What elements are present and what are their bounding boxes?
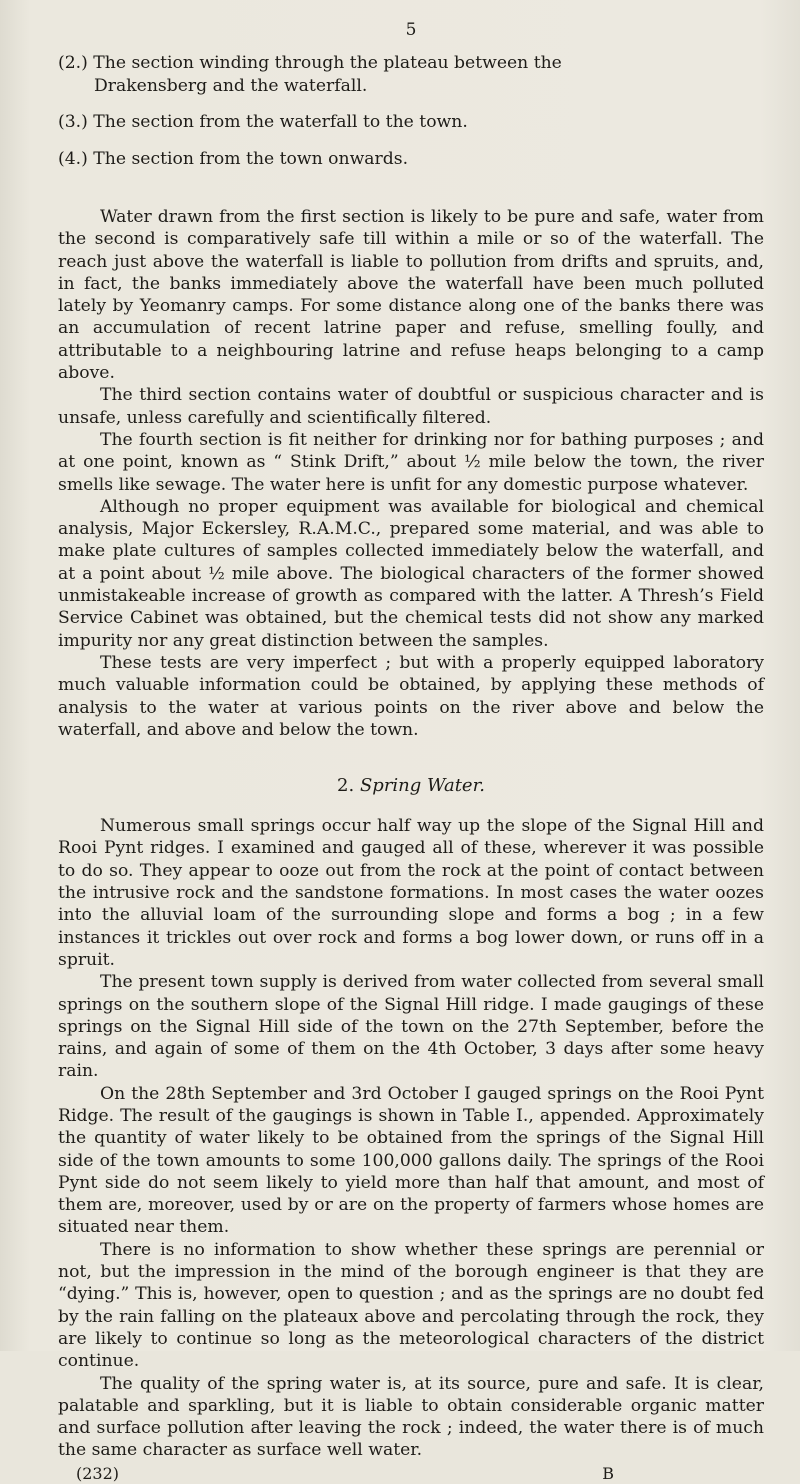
section-text-continued: Drakensberg and the waterfall. [94,75,368,96]
section-number: (2.) [58,53,88,73]
spacer [58,184,764,206]
paragraph-third-section: The third section contains water of doubtful or suspicious character and is unsafe, unless carefully and scientifically filtered. [58,385,764,428]
section-text: The section winding through the plateau between the [93,53,562,73]
paragraph-fourth-section: The fourth section is fit neither for drinking nor for bathing purposes ; and at one point, known as “ Stink Drift,” about ½ mile below the town, the river smells like sewage. The water here is unfit for any domestic purpose whatever. [58,429,764,495]
paragraph-perennial: There is no information to show whether these springs are perennial or not, but the impression in the mind of the borough engineer is that they are “dying.” This is, however, open to question ; and as the springs are no doubt fed by the rain falling on the plateaux above and percolating through the rock, they are likely to continue so long as the meteorological characters of the district continue. [58,1239,764,1372]
section-number: (3.) [58,112,88,132]
section-item-3 [58,111,764,134]
paragraph-water-sections: Water drawn from the first section is likely to be pure and safe, water from the second is comparatively safe till within a mile or so of the waterfall. The reach just above the waterfall is liable to pollution from drifts and spruits, and, in fact, the banks immediately above the waterfall have been much polluted lately by Yeomanry camps. For some distance along one of the banks there was an accumulation of recent latrine paper and refuse, smelling foully, and attributable to a neighbouring latrine and refuse heaps belonging to a camp above. [58,207,764,384]
section-item-2 [58,52,764,97]
paragraph-gaugings: On the 28th September and 3rd October I gauged springs on the Rooi Pynt Ridge. The result of the gaugings is shown in Table I., appended. Approximately the quantity of water likely to be obtained from the springs of the Signal Hill side of the town amounts to some 100,000 gallons daily. The springs of the Rooi Pynt side do not seem likely to yield more than half that amount, and most of them are, moreover, used by or are on the property of farmers whose homes are situated near them. [58,1083,764,1238]
paragraph-analysis: Although no proper equipment was available for biological and chemical analysis, Major Eckersley, R.A.M.C., prepared some material, and was able to make plate cultures of samples collected immediately below the waterfall, and at a point about ½ mile above. The biological characters of the former showed unmistakeable increase of growth as compared with the latter. A Thresh’s Field Service Cabinet was obtained, but the chemical tests did not show any marked impurity nor any great distinction between the samples. [58,496,764,651]
section-number: (4.) [58,148,88,169]
paragraph-springs: Numerous small springs occur half way up the slope of the Signal Hill and Rooi Pynt ridges. I examined and gauged all of these, wherever it was possible to do so. They appear to ooze out from the rock at the point of contact between the intrusive rock and the sandstone formations. In most cases the water oozes into the alluvial loam of the surrounding slope and forms a bog ; in a few instances it trickles out over rock and forms a bog lower down, or runs off in a spruit. [58,816,764,970]
paragraph-quality: The quality of the spring water is, at its source, pure and safe. It is clear, palatable and sparkling, but it is liable to obtain considerable organic matter and surface pollution after leaving the rock ; indeed, the water there is of much the same character as surface well water. [58,1373,764,1461]
page-number: 5 [405,20,417,40]
section-heading [58,775,764,797]
heading-title: Spring Water. [359,775,485,797]
footer-signature: (232) [76,1463,120,1483]
section-text: The section from the town onwards. [93,148,409,169]
heading-number: 2. [337,775,355,797]
page-footer [58,1464,764,1484]
paragraph-town-supply: The present town supply is derived from water collected from several small springs on the southern slope of the Signal Hill ridge. I made gaugings of these springs on the Signal Hill side of the town on the 27th September, before the rains, and again of some of them on the 4th October, 3 days after some heavy rain. [58,972,764,1082]
section-text: The section from the waterfall to the town. [93,112,468,132]
section-item-4 [58,148,764,171]
paragraph-tests: These tests are very imperfect ; but with a properly equipped laboratory much valuable information could be obtained, by applying these methods of analysis to the water at various points on the river above and below the waterfall, and above and below the town. [58,652,764,740]
footer-sheet-mark: B [602,1463,614,1483]
